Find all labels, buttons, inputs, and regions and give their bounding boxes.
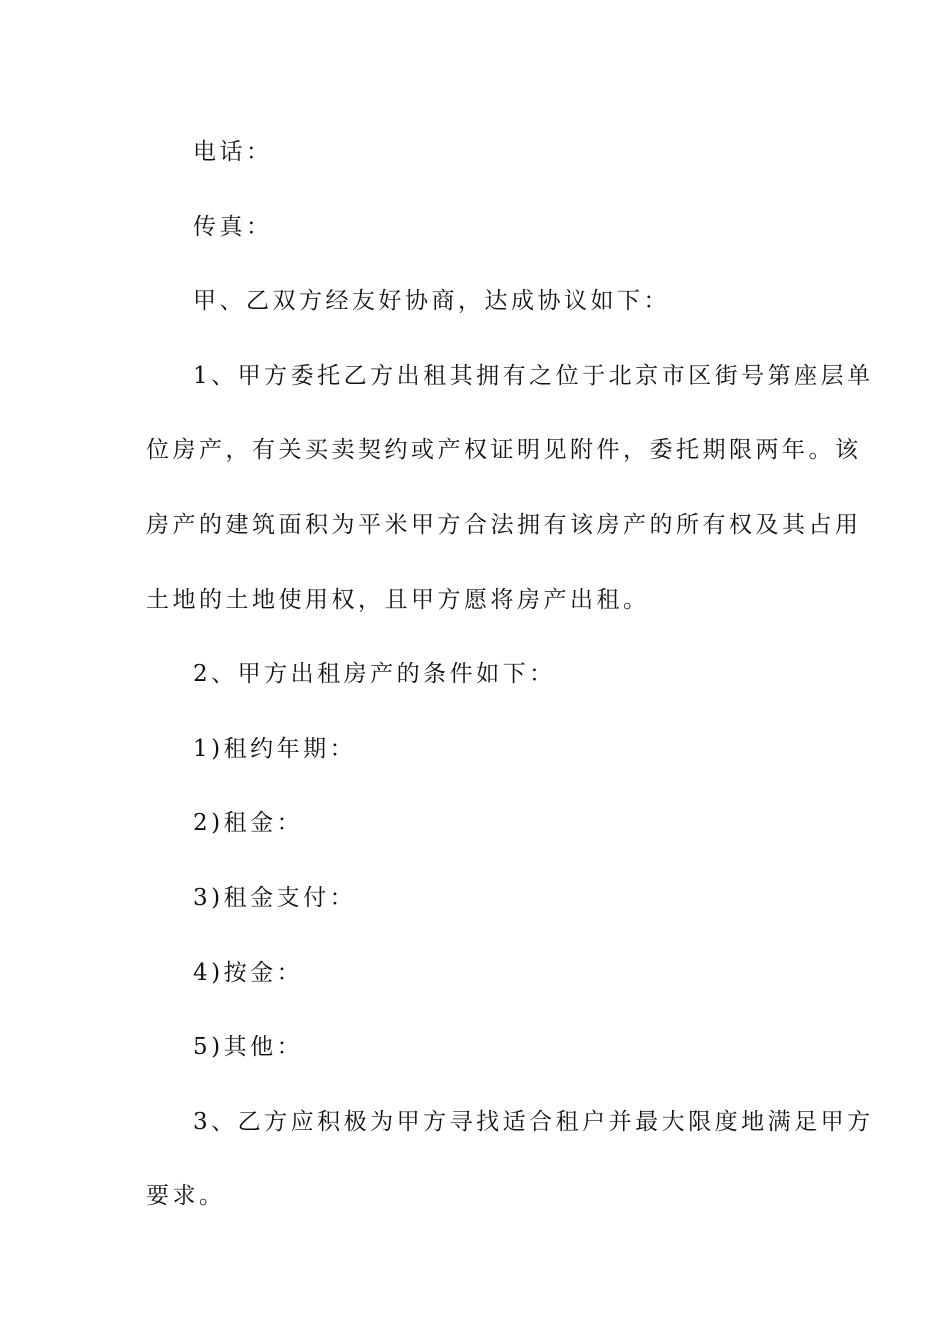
clause-2-item-1: 1)租约年期：	[193, 735, 357, 762]
document-body	[146, 115, 874, 1234]
clause-2-item-3: 3)租金支付：	[193, 884, 357, 911]
clause-3-line-2: 要求。	[146, 1183, 226, 1210]
phone-line: 电话：	[193, 139, 273, 165]
clause-1-line-1: 1、甲方委托乙方出租其拥有之位于北京市区街号第座层单	[193, 362, 874, 389]
clause-2-item-2: 2)租金：	[193, 810, 304, 837]
fax-line: 传真：	[193, 213, 273, 240]
clause-2-item-4: 4)按金：	[193, 959, 304, 986]
clause-1-line-4: 土地的土地使用权，且甲方愿将房产出租。	[146, 586, 650, 613]
clause-2-item-5: 5)其他：	[193, 1034, 304, 1061]
clause-1-line-3: 房产的建筑面积为平米甲方合法拥有该房产的所有权及其占用	[146, 511, 862, 538]
agreement-intro: 甲、乙双方经友好协商，达成协议如下：	[193, 288, 670, 315]
clause-2-heading: 2、甲方出租房产的条件如下：	[193, 661, 556, 688]
clause-3-line-1: 3、乙方应积极为甲方寻找适合租户并最大限度地满足甲方	[193, 1108, 874, 1135]
clause-1-line-2: 位房产，有关买卖契约或产权证明见附件，委托期限两年。该	[146, 437, 862, 464]
